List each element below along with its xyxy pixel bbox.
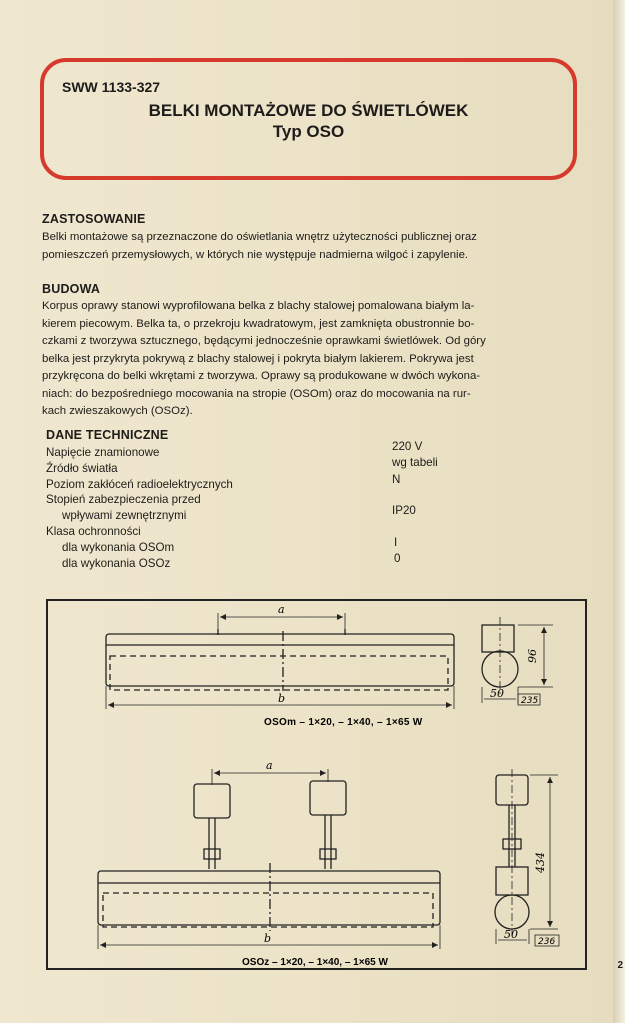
- paragraph-zastosowanie: [42, 229, 582, 264]
- dim-b-bottom: b: [264, 932, 272, 945]
- spec-labels: [46, 445, 233, 571]
- heading-budowa: BUDOWA: [42, 282, 101, 296]
- spec-label: wpływami zewnętrznymi: [62, 509, 187, 523]
- spec-label: Klasa ochronności: [46, 524, 141, 538]
- dim-a-bottom: a: [266, 759, 273, 772]
- text-line: Belki montażowe są przeznaczone do oświetlania wnętrz użyteczności publicznej oraz: [42, 231, 477, 243]
- spec-label: Źródło światła: [46, 461, 118, 475]
- paragraph-budowa: [42, 298, 582, 421]
- ref-bottom: 236: [538, 937, 556, 947]
- tube-osom: [110, 656, 448, 690]
- caption-osoz: OSOz – 1×20, – 1×40, – 1×65 W: [242, 957, 388, 968]
- text-line: kierem piecowym. Belka ta, o przekroju kwadratowym, jest zamknięta obustronnie bo-: [42, 317, 475, 330]
- spec-label: Napięcie znamionowe: [46, 446, 160, 459]
- spec-label: Poziom zakłóceń radioelektrycznych: [46, 477, 233, 491]
- text-line: belka jest przykryta pokrywą z blachy stalowej i pokryta białym lakierem. Pokrywa jest: [42, 352, 474, 365]
- spec-label: dla wykonania OSOz: [62, 556, 171, 570]
- dim-width-bottom: 50: [504, 928, 518, 941]
- text-line: przykręcona do belki wkrętami z tworzywa. Oprawy są produkowane w dwóch wykona-: [42, 370, 481, 382]
- heading-zastosowanie: ZASTOSOWANIE: [42, 212, 146, 226]
- page-edge: [613, 0, 625, 1023]
- spec-value-interference: N: [392, 473, 401, 486]
- side-mount-osom: [482, 625, 514, 652]
- page-number: 2: [617, 960, 623, 971]
- text-line: czkami z tworzywa sztucznego, będącymi jednocześnie oprawkami świetlówek. Od góry: [42, 335, 486, 347]
- dim-height-top: 96: [526, 649, 539, 663]
- text-line: Korpus oprawy stanowi wyprofilowana belka z blachy stalowej pomalowana białym la-: [42, 300, 475, 312]
- beam-osom: [106, 634, 454, 686]
- canopy-left: [194, 784, 230, 818]
- text-line: niach: do bezpośredniego mocowania na stropie (OSOm) oraz do mocowania na rur-: [42, 387, 471, 400]
- title-line-1: BELKI MONTAŻOWE DO ŚWIETLÓWEK: [148, 101, 469, 120]
- spec-value-source: wg tabeli: [392, 456, 438, 469]
- dim-a-top: a: [278, 603, 285, 616]
- dim-width-top: 50: [490, 687, 504, 700]
- spec-label: Stopień zabezpieczenia przed: [46, 493, 201, 507]
- text-line: pomieszczeń przemysłowych, w których nie występuje nadmierna wilgoć i zapylenie.: [42, 248, 469, 261]
- spec-value-ip: IP20: [392, 504, 416, 517]
- spec-value-voltage: 220 V: [392, 440, 423, 453]
- spec-value-class-osom: I: [394, 536, 398, 549]
- dim-b-top: b: [278, 692, 286, 705]
- text-line: kach zwieszakowych (OSOz).: [42, 405, 193, 417]
- canopy-right: [310, 781, 346, 815]
- tube-osoz: [103, 893, 433, 927]
- title-line-2: Typ OSO: [272, 122, 345, 141]
- spec-label: dla wykonania OSOm: [62, 540, 175, 554]
- ref-top: 235: [521, 696, 539, 706]
- standard-code: SWW 1133-327: [62, 79, 161, 95]
- spec-value-class-osoz: 0: [394, 552, 401, 565]
- dim-height-bottom: 434: [534, 852, 547, 873]
- header-frame: [40, 58, 577, 180]
- beam-osoz: [98, 871, 440, 925]
- caption-osom: OSOm – 1×20, – 1×40, – 1×65 W: [264, 717, 423, 728]
- technical-drawing: [46, 599, 587, 970]
- document-title: [44, 100, 573, 142]
- heading-dane-techniczne: DANE TECHNICZNE: [46, 428, 169, 442]
- drawing-svg: [48, 601, 585, 968]
